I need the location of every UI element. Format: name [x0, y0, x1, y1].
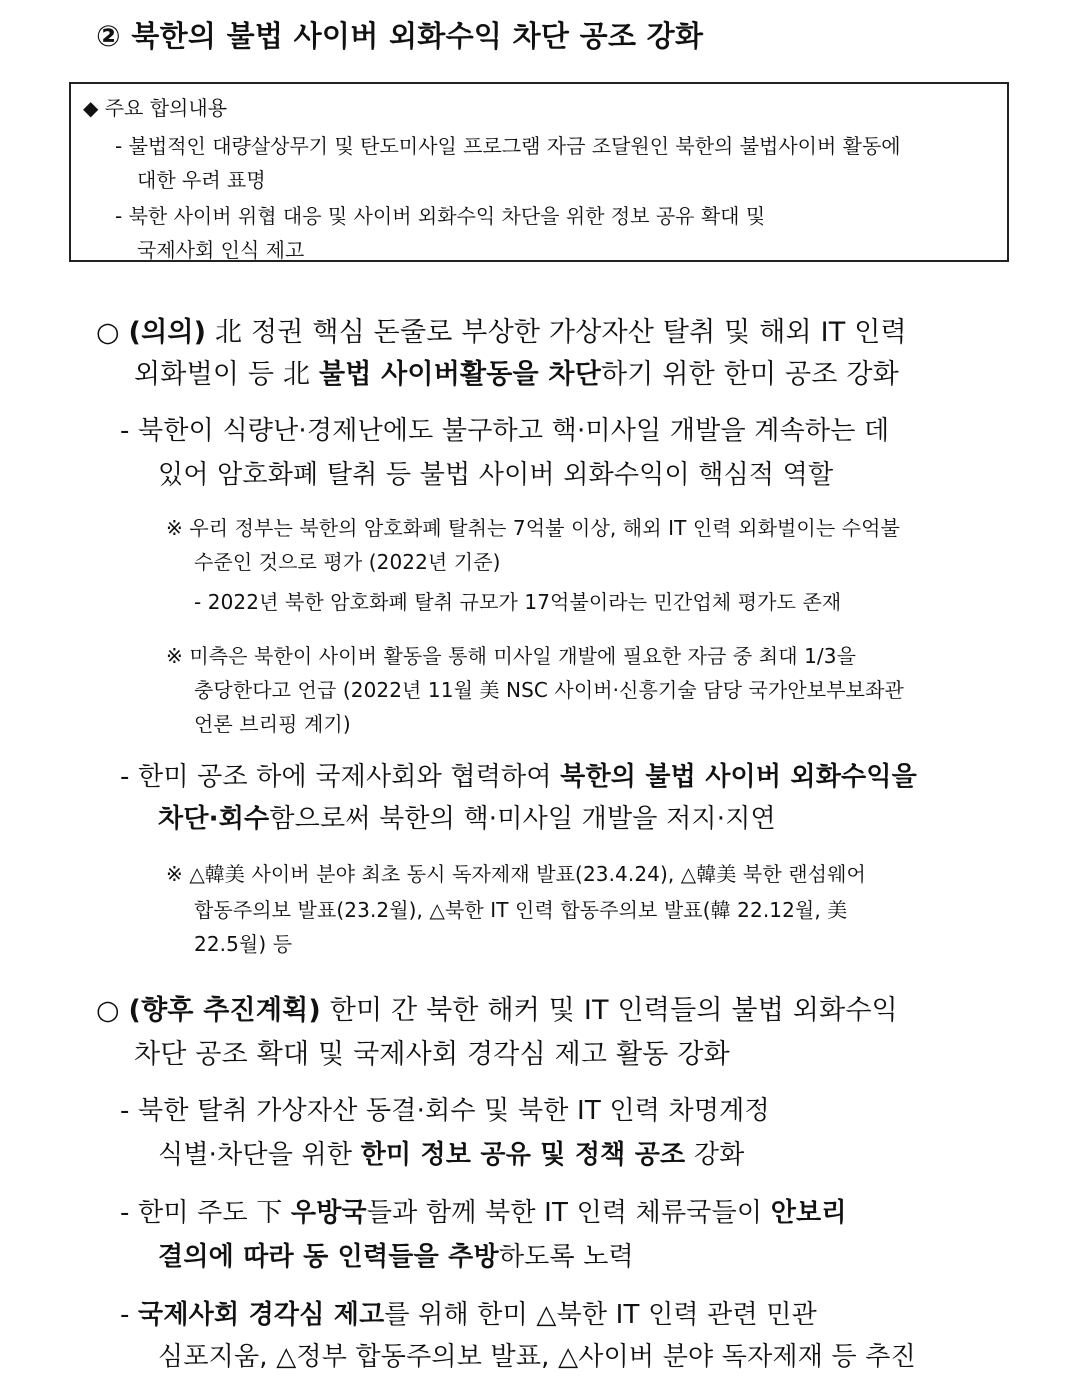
significance-line-2 — [134, 352, 899, 391]
note3-line-1: ※ △韓美 사이버 분야 최초 동시 독자제재 발표(23.4.24), △韓美 북한 랜섬웨어 — [166, 862, 866, 886]
plan-line-1 — [96, 988, 898, 1027]
note1-line-2: 수준인 것으로 평가 (2022년 기준) — [194, 550, 501, 574]
plan-sub3-line-1-b: 를 위해 한미 △북한 IT 인력 관련 민관 — [384, 1300, 817, 1330]
section-title: ② 북한의 불법 사이버 외화수익 차단 공조 강화 — [96, 19, 704, 53]
box-heading: ◆ 주요 합의내용 — [83, 96, 228, 120]
circle-bullet: ○ — [96, 995, 129, 1026]
plan-sub2-line-1-bold1: 우방국 — [290, 1198, 367, 1228]
agreement-box — [69, 82, 1009, 262]
significance-label: (의의) — [128, 317, 207, 348]
significance-sub1-line-1: - 북한이 식량난·경제난에도 불구하고 핵·미사일 개발을 계속하는 데 — [120, 416, 890, 446]
box-item-2-line-1: - 북한 사이버 위협 대응 및 사이버 외화수익 차단을 위한 정보 공유 확대 및 — [115, 204, 766, 228]
plan-sub2-line-1-a: - 한미 주도 下 — [120, 1198, 291, 1228]
sub2-line-1-a: - 한미 공조 하에 국제사회와 협력하여 — [120, 762, 561, 792]
box-item-1-line-1: - 불법적인 대량살상무기 및 탄도미사일 프로그램 자금 조달원인 북한의 불법사이버 활동에 — [115, 134, 901, 158]
plan-sub1-line-2-bold: 한미 정보 공유 및 정책 공조 — [360, 1140, 686, 1170]
note3-line-2: 합동주의보 발표(23.2월), △북한 IT 인력 합동주의보 발표(韓 22.12월, 美 — [194, 898, 848, 922]
significance-line-2-b: 하기 위한 한미 공조 강화 — [601, 359, 899, 390]
note2-line-3: 언론 브리핑 계기) — [194, 712, 351, 736]
note1-line-3: - 2022년 북한 암호화폐 탈취 규모가 17억불이라는 민간업체 평가도 존재 — [194, 590, 842, 614]
plan-sub2-line-1-bold2: 안보리 — [770, 1198, 847, 1228]
sub2-line-2-bold: 차단·회수 — [158, 804, 270, 834]
note2-line-1: ※ 미측은 북한이 사이버 활동을 통해 미사일 개발에 필요한 자금 중 최대 1/3을 — [166, 644, 857, 668]
sub2-line-2-b: 함으로써 북한의 핵·미사일 개발을 저지·지연 — [269, 804, 776, 834]
plan-sub2-line-1-b: 들과 함께 북한 IT 인력 체류국들이 — [366, 1198, 771, 1228]
plan-sub1-line-1: - 북한 탈취 가상자산 동결·회수 및 북한 IT 인력 차명계정 — [120, 1096, 770, 1126]
significance-sub1-line-2: 있어 암호화폐 탈취 등 불법 사이버 외화수익이 핵심적 역할 — [158, 460, 834, 490]
note3-line-3: 22.5월) 등 — [194, 932, 293, 956]
plan-sub3-line-1-bold: 국제사회 경각심 제고 — [138, 1300, 385, 1330]
note1-line-1: ※ 우리 정부는 북한의 암호화폐 탈취는 7억불 이상, 해외 IT 인력 외화벌이는 수억불 — [166, 516, 900, 540]
plan-sub1-line-2-b: 강화 — [685, 1140, 745, 1170]
significance-sub2-line-2 — [158, 798, 776, 835]
plan-line-2: 차단 공조 확대 및 국제사회 경각심 제고 활동 강화 — [134, 1039, 730, 1070]
box-item-2-line-2: 국제사회 인식 제고 — [137, 238, 305, 262]
plan-sub3-line-1-a: - — [120, 1300, 139, 1330]
significance-line-1-text: 北 정권 핵심 돈줄로 부상한 가상자산 탈취 및 해외 IT 인력 — [206, 317, 907, 348]
plan-sub2-line-1 — [120, 1192, 847, 1229]
box-item-1-line-2: 대한 우려 표명 — [137, 168, 266, 192]
significance-sub2-line-1 — [120, 756, 917, 793]
plan-sub1-line-2-a: 식별·차단을 위한 — [158, 1140, 361, 1170]
plan-sub2-line-2-b: 하도록 노력 — [498, 1242, 634, 1272]
sub2-line-1-bold: 북한의 불법 사이버 외화수익을 — [560, 762, 917, 792]
significance-line-2-bold: 불법 사이버활동을 차단 — [318, 359, 601, 390]
circle-bullet: ○ — [96, 317, 129, 348]
significance-line-1 — [96, 310, 907, 349]
significance-line-2-a: 외화벌이 등 北 — [134, 359, 319, 390]
plan-sub2-line-2 — [158, 1236, 634, 1273]
plan-label: (향후 추진계획) — [128, 995, 321, 1026]
plan-sub3-line-2: 심포지움, △정부 합동주의보 발표, △사이버 분야 독자제재 등 추진 — [158, 1342, 916, 1372]
plan-sub3-line-1 — [120, 1294, 817, 1331]
note2-line-2: 충당한다고 언급 (2022년 11월 美 NSC 사이버·신흥기술 담당 국가안보부보좌관 — [194, 678, 904, 702]
plan-sub2-line-2-bold: 결의에 따라 동 인력들을 추방 — [158, 1242, 499, 1272]
plan-sub1-line-2 — [158, 1134, 744, 1171]
plan-line-1-text: 한미 간 북한 해커 및 IT 인력들의 불법 외화수익 — [320, 995, 898, 1026]
